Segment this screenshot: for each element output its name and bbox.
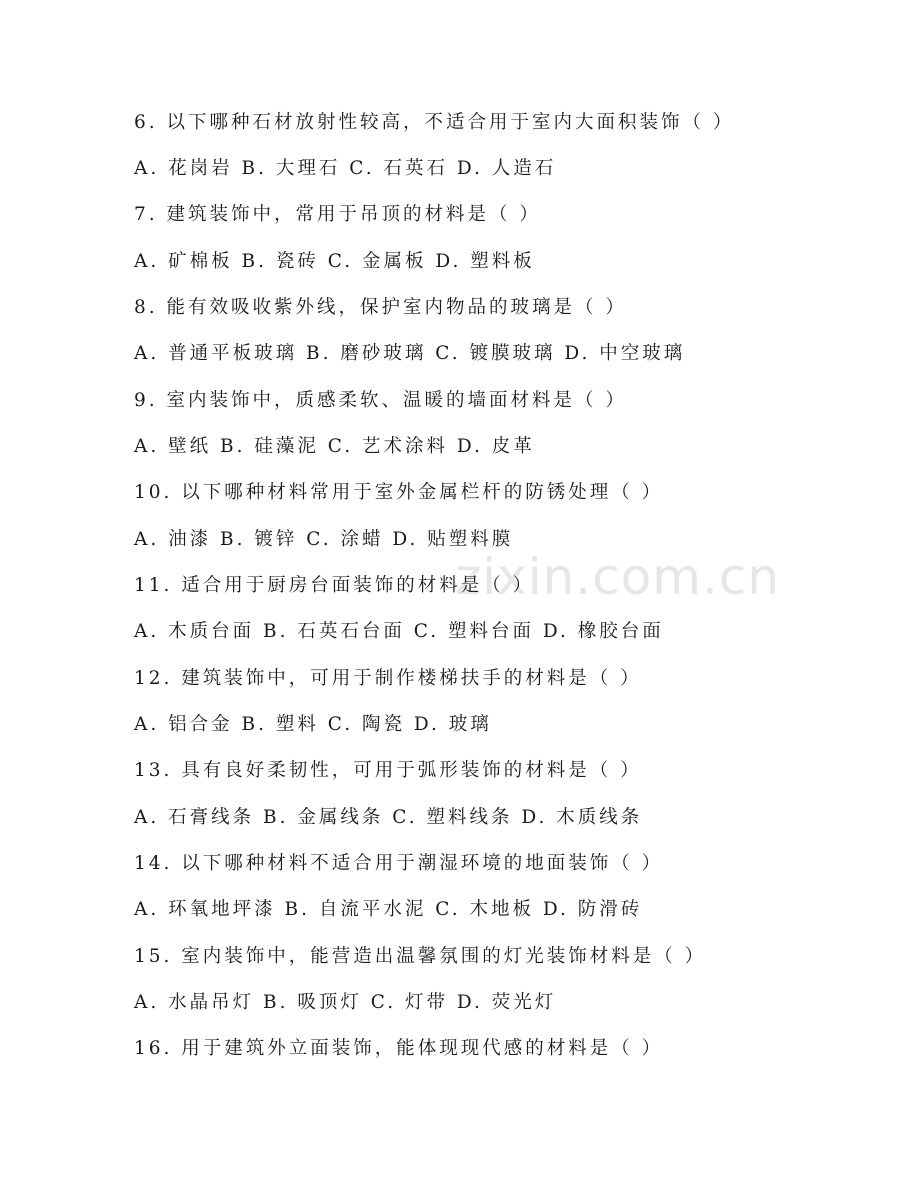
options-7: A. 矿棉板 B. 瓷砖 C. 金属板 D. 塑料板 xyxy=(134,251,535,272)
question-15: 15. 室内装饰中，能营造出温馨氛围的灯光装饰材料是（ ） xyxy=(134,946,707,967)
options-10: A. 油漆 B. 镀锌 C. 涂蜡 D. 贴塑料膜 xyxy=(134,529,514,550)
options-13: A. 石膏线条 B. 金属线条 C. 塑料线条 D. 木质线条 xyxy=(134,807,643,828)
options-11: A. 木质台面 B. 石英石台面 C. 塑料台面 D. 橡胶台面 xyxy=(134,621,664,642)
question-10: 10. 以下哪种材料常用于室外金属栏杆的防锈处理（ ） xyxy=(134,482,664,503)
options-12: A. 铝合金 B. 塑料 C. 陶瓷 D. 玻璃 xyxy=(134,714,492,735)
options-15: A. 水晶吊灯 B. 吸顶灯 C. 灯带 D. 荧光灯 xyxy=(134,992,557,1013)
question-14: 14. 以下哪种材料不适合用于潮湿环境的地面装饰（ ） xyxy=(134,853,664,874)
options-14: A. 环氧地坪漆 B. 自流平水泥 C. 木地板 D. 防滑砖 xyxy=(134,899,643,920)
watermark: zixin.com.cn xyxy=(455,548,781,606)
question-9: 9. 室内装饰中，质感柔软、温暖的墙面材料是（ ） xyxy=(134,390,627,411)
question-12: 12. 建筑装饰中，可用于制作楼梯扶手的材料是（ ） xyxy=(134,668,642,689)
options-6: A. 花岗岩 B. 大理石 C. 石英石 D. 人造石 xyxy=(134,158,557,179)
question-16: 16. 用于建筑外立面装饰，能体现现代感的材料是（ ） xyxy=(134,1038,664,1059)
options-9: A. 壁纸 B. 硅藻泥 C. 艺术涂料 D. 皮革 xyxy=(134,436,535,457)
question-13: 13. 具有良好柔韧性，可用于弧形装饰的材料是（ ） xyxy=(134,760,642,781)
question-11: 11. 适合用于厨房台面装饰的材料是（ ） xyxy=(134,575,535,596)
question-7: 7. 建筑装饰中，常用于吊顶的材料是（ ） xyxy=(134,204,541,225)
options-8: A. 普通平板玻璃 B. 磨砂玻璃 C. 镀膜玻璃 D. 中空玻璃 xyxy=(134,343,686,364)
question-6: 6. 以下哪种石材放射性较高，不适合用于室内大面积装饰（ ） xyxy=(134,112,735,133)
question-8: 8. 能有效吸收紫外线，保护室内物品的玻璃是（ ） xyxy=(134,297,627,318)
